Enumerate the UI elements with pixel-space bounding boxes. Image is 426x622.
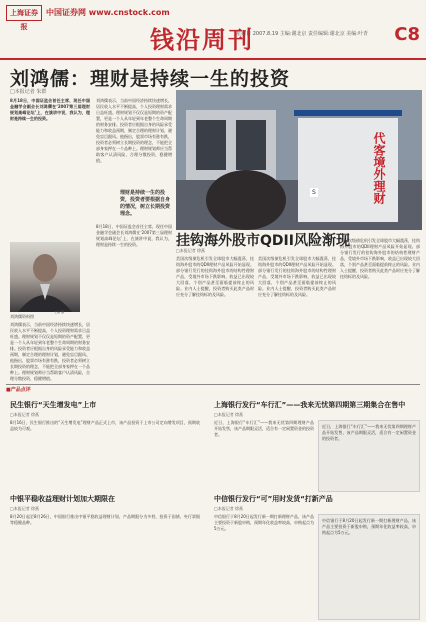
bank-photo xyxy=(176,90,422,230)
main-lead: 8月18日，中国证监会首任主席、现任中国金融学会副会长刘鸿儒在‘2007第三届理财规划高峰论坛’上，在演讲中说，我认为，理财是持续一生的投资。 xyxy=(10,98,90,121)
article-2-sidebar xyxy=(318,420,420,492)
main-body-column-2-text: 8月18日，中国证监会首任主席、现任中国金融学会副会长刘鸿儒在‘2007第三届理财规划高峰论坛’上，在演讲中说，我认为，理财是持续一生的投资。 xyxy=(96,224,172,247)
article-1-byline: □本报记者 徐燕 xyxy=(10,412,40,417)
qdii-headline[interactable]: 挂钩海外股市QDII风险渐现 xyxy=(176,233,350,249)
article-1-headline[interactable]: 民生银行“天生增发电”上市 xyxy=(10,401,97,409)
article-1-text: 8月16日，民生银行推出的“天生增发电”理财产品正式上市，该产品投资于上市公司定向增发项目，预期收益较为可观。 xyxy=(10,420,200,431)
article-2-headline[interactable]: 上海银行发行“车行汇”——我来无忧第四期第三期集合在售中 xyxy=(214,401,406,409)
qdii-body-text-1: 美国次级债危机引发全球股市大幅震荡，挂钩海外股市的QDII理财产品风险开始显现。部分银行发行的挂钩海外股市的结构性理财产品，受境外市场下跌影响，收益已出现较大回落，个别产品甚至面临提前终止的风险。业内人士提醒，投资者购买此类产品时应充分了解挂钩标的及风险。 xyxy=(176,256,254,297)
portrait-photo xyxy=(10,242,80,312)
article-2-sidebar-body: 近日，上海银行“车行汇”——我来无忧第四期理财产品开始发售，该产品期限灵活，适合有一定闲置资金的投资者。 xyxy=(322,424,416,441)
site-url-text: www.cnstock.com xyxy=(88,8,170,17)
article-4-sidebar-body: 中信银行于8月20日起发行新一期打新理财产品，该产品主要投资于新股申购，预期年化收益率较高，申购起点为5万元。 xyxy=(322,518,416,535)
article-4-headline[interactable]: 中信银行发行“可”用时发货“打新产品 xyxy=(214,495,333,503)
masthead-divider xyxy=(0,58,426,60)
qdii-byline: □本报记者 徐燕 xyxy=(176,248,206,253)
qdii-body-col-3 xyxy=(340,238,420,382)
main-lead-column xyxy=(10,98,90,238)
qdii-body-text-3: 美国次级债危机引发全球股市大幅震荡，挂钩海外股市的QDII理财产品风险开始显现。部分银行发行的挂钩海外股市的结构性理财产品，受境外市场下跌影响，收益已出现较大回落，个别产品甚至面临提前终止的风险。业内人士提醒，投资者购买此类产品时应充分了解挂钩标的及风险。 xyxy=(340,238,420,279)
pull-quote: 理财是持续一生的投资，投资者要根据自身的情况，树立长期投资理念。 xyxy=(120,190,171,217)
qdii-body-col-2 xyxy=(258,256,336,382)
article-3-headline[interactable]: 中银平稳收益理财计划加大期限在 xyxy=(10,495,115,503)
main-headline[interactable]: 刘鸿儒：理财是持续一生的投资 xyxy=(10,68,291,90)
article-3-body xyxy=(10,514,200,618)
article-4-sidebar xyxy=(318,514,420,620)
portrait-caption: 刘鸿儒资料图 xyxy=(10,314,34,319)
main-body-column-2 xyxy=(96,224,172,382)
page-number: C8 xyxy=(394,24,420,45)
section-title: 钱沿周刊 xyxy=(150,25,254,54)
article-4-byline: □本报记者 徐燕 xyxy=(214,506,244,511)
issue-info: 星期日 2007.8.19 主编:谢北京 责任编辑:谢北京 美编:叶青 xyxy=(236,31,368,37)
portrait-silhouette xyxy=(10,242,80,312)
masthead xyxy=(0,0,426,56)
article-3-text: 8月20日起至8月26日，中国银行推出中银平稳收益理财计划，产品期限分为多档，投资于国债、央行票据等稳健品种。 xyxy=(10,514,200,525)
section-divider xyxy=(6,384,420,385)
newspaper-logo[interactable]: 上海证券报 xyxy=(6,5,42,21)
article-4-body xyxy=(214,514,314,618)
article-3-byline: □本报记者 徐燕 xyxy=(10,506,40,511)
section-strip: ■产品点评 xyxy=(6,387,31,393)
figure-label: S xyxy=(312,189,316,196)
main-body-continued-text: 刘鸿儒表示，当前中国经济持续快速增长，居民收入水平不断提高，个人投资理财需求日益旺盛。理财规划不仅仅是短期的资产配置，更是一个人从年轻到年老整个生命周期的财务安排。投资者应根据自身的风险承受能力和收益预期，制定合理的理财计划，避免盲目跟风。他指出，股票市场有涨有跌，投资者必须树立长期投资的理念，不能把全部身家押在一个品种上。理财规划师应当帮助客户认清风险，合理分散投资，稳健增值。 xyxy=(10,322,90,381)
main-body-continued xyxy=(10,322,90,382)
site-url[interactable] xyxy=(46,7,170,18)
article-4-text: 中信银行于8月20日起发行新一期打新理财产品，该产品主要投资于新股申购，预期年化收益率较高，申购起点为5万元。 xyxy=(214,514,314,531)
article-2-byline: □本报记者 徐燕 xyxy=(214,412,244,417)
main-body: 刘鸿儒表示，当前中国经济持续快速增长，居民收入水平不断提高，个人投资理财需求日益旺盛。理财规划不仅仅是短期的资产配置，更是一个人从年轻到年老整个生命周期的财务安排。投资者应根据自身的风险承受能力和收益预期，制定合理的理财计划，避免盲目跟风。他指出，股票市场有涨有跌，投资者必须树立长期投资的理念，不能把全部身家押在一个品种上。理财规划师应当帮助客户认清风险，合理分散投资，稳健增值。 xyxy=(96,98,172,163)
bank-sign-text: 代客境外理财 xyxy=(372,132,386,204)
main-byline: □本报记者 朱群 xyxy=(10,89,47,95)
article-1-body xyxy=(10,420,200,490)
main-body-column xyxy=(96,98,172,188)
portrait-credit: 史丽 摄 xyxy=(54,310,64,314)
article-4-sidebar-text xyxy=(322,518,416,616)
qdii-body-col-1 xyxy=(176,256,254,382)
article-2-text: 近日，上海银行“车行汇”——我来无忧第四期理财产品开始发售，该产品期限灵活，适合有一定闲置资金的投资者。 xyxy=(214,420,314,437)
qdii-body-text-2: 美国次级债危机引发全球股市大幅震荡，挂钩海外股市的QDII理财产品风险开始显现。部分银行发行的挂钩海外股市的结构性理财产品，受境外市场下跌影响，收益已出现较大回落，个别产品甚至面临提前终止的风险。业内人士提醒，投资者购买此类产品时应充分了解挂钩标的及风险。 xyxy=(258,256,336,297)
site-label: 中国证券网 xyxy=(46,8,86,17)
article-2-body xyxy=(214,420,314,490)
article-2-sidebar-text xyxy=(322,424,416,488)
